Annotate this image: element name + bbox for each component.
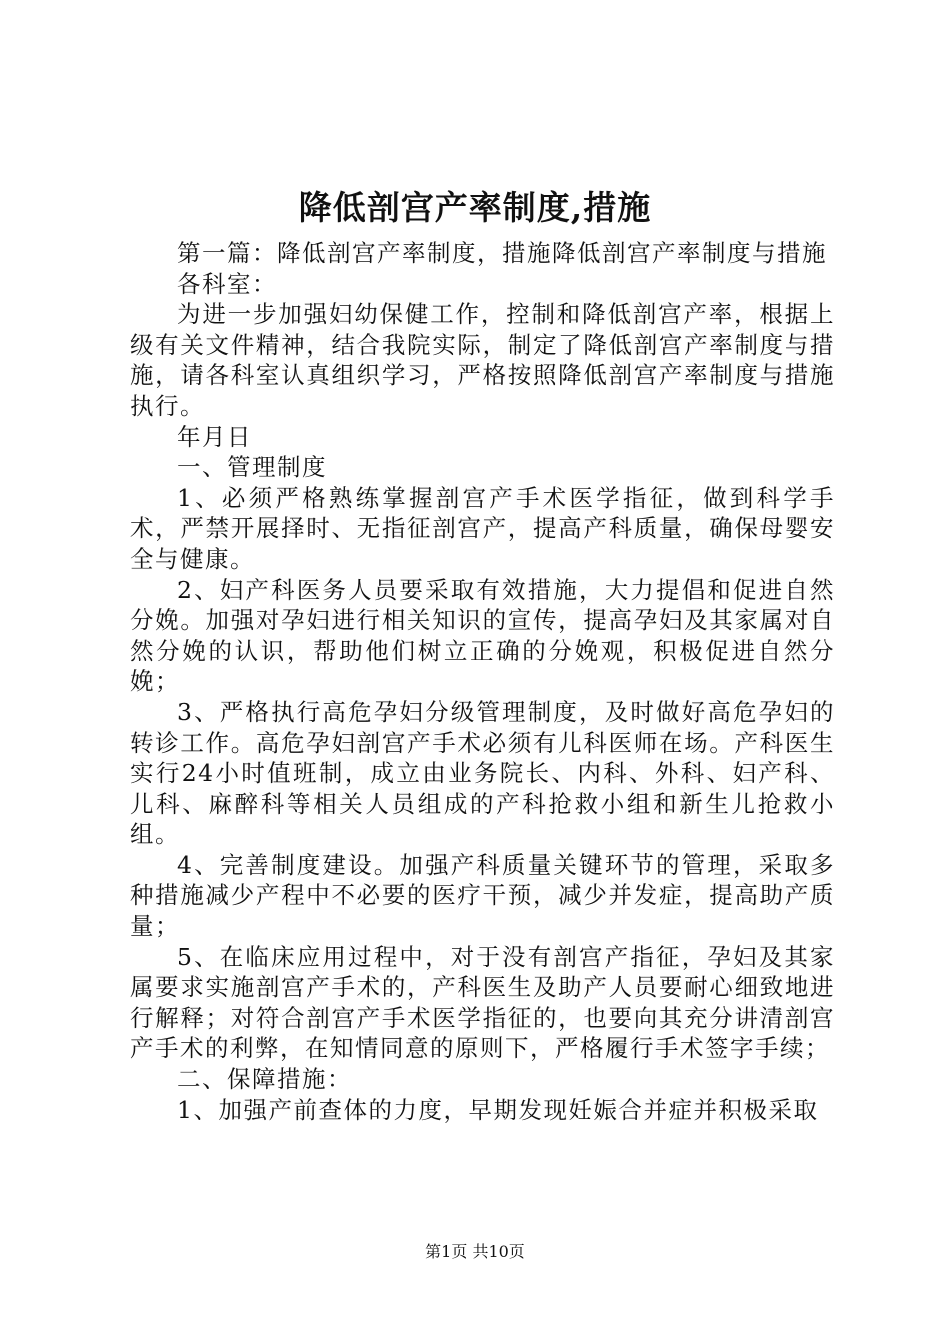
document-body [130,238,835,1125]
paragraph-heading-line: 第一篇：降低剖宫产率制度，措施降低剖宫产率制度与措施 [177,239,827,267]
paragraph-measure-1: 1、加强产前查体的力度，早期发现妊娠合并症并积极采取 [177,1095,819,1124]
document-title: 降低剖宫产率制度,措施 [298,188,652,227]
section-heading-management: 一、管理制度 [177,453,327,482]
paragraph-rule-5: 5、在临床应用过程中，对于没有剖宫产指征，孕妇及其家属要求实施剖宫产手术的，产科医生及助产人员要耐心细致地进行解释；对符合剖宫产手术医学指征的，也要向其充分讲清剖宫产手术的利弊，在知情同意的原则下，严格履行手术签字手续； [130,942,835,1063]
paragraph-rule-3: 3、严格执行高危孕妇分级管理制度，及时做好高危孕妇的转诊工作。高危孕妇剖宫产手术必须有儿科医师在场。产科医生实行24小时值班制，成立由业务院长、内科、外科、妇产科、儿科、麻醉科等相关人员组成的产科抢救小组和新生儿抢救小组。 [130,697,835,849]
paragraph-rule-2: 2、妇产科医务人员要采取有效措施，大力提倡和促进自然分娩。加强对孕妇进行相关知识的宣传，提高孕妇及其家属对自然分娩的认识，帮助他们树立正确的分娩观，积极促进自然分娩； [130,575,835,696]
paragraph-salutation: 各科室： [177,269,277,298]
paragraph-rule-1: 1、必须严格熟练掌握剖宫产手术医学指征，做到科学手术，严禁开展择时、无指征剖宫产，提高产科质量，确保母婴安全与健康。 [130,483,835,573]
paragraph-date: 年月日 [177,422,252,451]
paragraph-intro: 为进一步加强妇幼保健工作，控制和降低剖宫产率，根据上级有关文件精神，结合我院实际，制定了降低剖宫产率制度与措施，请各科室认真组织学习，严格按照降低剖宫产率制度与措施执行。 [130,300,835,420]
paragraph-rule-4: 4、完善制度建设。加强产科质量关键环节的管理，采取多种措施减少产程中不必要的医疗干预，减少并发症，提高助产质量； [130,850,835,941]
section-heading-measures: 二、保障措施： [177,1065,352,1094]
page-number-footer: 第1页 共10页 [425,1242,525,1261]
